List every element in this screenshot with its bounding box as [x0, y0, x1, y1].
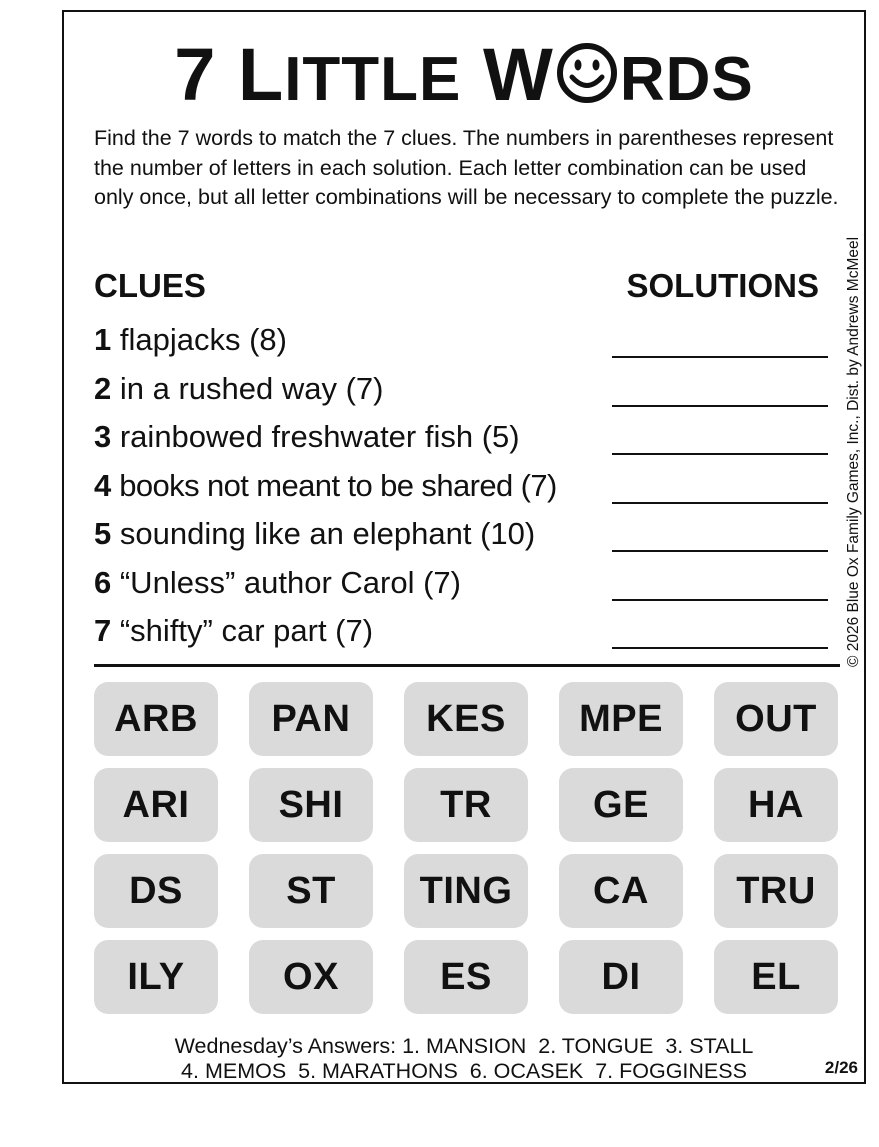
clue-number: 3 — [94, 419, 112, 454]
puzzle-title — [64, 33, 864, 116]
solution-blank[interactable] — [612, 599, 828, 601]
solution-blank[interactable] — [612, 550, 828, 552]
letter-tile[interactable]: DS — [94, 854, 218, 928]
solution-blank[interactable] — [612, 647, 828, 649]
smiley-face-icon — [556, 42, 618, 104]
solution-blank[interactable] — [612, 502, 828, 504]
clue-number: 7 — [94, 613, 112, 648]
letter-tile[interactable]: HA — [714, 768, 838, 842]
letter-tile[interactable]: TR — [404, 768, 528, 842]
title-part-ittle: ITTLE — [284, 45, 462, 114]
clue-text: “Unless” author Carol (7) — [111, 564, 461, 600]
clues-heading: CLUES — [94, 267, 206, 304]
clue-text: rainbowed freshwater fish (5) — [111, 419, 520, 454]
puzzle-frame — [62, 10, 866, 1084]
letter-tile[interactable]: ARB — [94, 682, 218, 756]
letter-tile[interactable]: TRU — [714, 854, 838, 928]
clue-text: in a rushed way (7) — [111, 370, 384, 406]
solutions-heading: SOLUTIONS — [626, 267, 819, 304]
clue-row — [94, 563, 824, 612]
clue-text: flapjacks (8) — [111, 322, 287, 357]
clue-number: 6 — [94, 564, 112, 600]
clue-row — [94, 466, 824, 515]
clue-text: “shifty” car part (7) — [111, 613, 374, 648]
letter-tile[interactable]: ES — [404, 940, 528, 1014]
clue-row — [94, 611, 824, 660]
copyright-credit: © 2026 Blue Ox Family Games, Inc., Dist. by Andrews McMeel — [845, 236, 862, 667]
letter-tile[interactable]: ARI — [94, 768, 218, 842]
clue-row — [94, 369, 824, 418]
letter-tile[interactable]: SHI — [249, 768, 373, 842]
instructions — [94, 124, 842, 213]
letter-tile[interactable]: OX — [249, 940, 373, 1014]
letter-tile[interactable]: ST — [249, 854, 373, 928]
clue-number: 5 — [94, 516, 112, 551]
letter-tile[interactable]: KES — [404, 682, 528, 756]
letter-tile[interactable]: CA — [559, 854, 683, 928]
letter-tile[interactable]: ILY — [94, 940, 218, 1014]
letter-tile[interactable]: DI — [559, 940, 683, 1014]
clue-number: 1 — [94, 322, 112, 357]
clue-list — [94, 320, 824, 660]
solution-blank[interactable] — [612, 405, 828, 407]
clue-row — [94, 417, 824, 466]
letter-tile[interactable]: PAN — [249, 682, 373, 756]
puzzle-date: 2/26 — [824, 1058, 858, 1077]
letter-tile-grid — [94, 682, 840, 1014]
title-part-seven-l: 7 L — [174, 33, 285, 116]
answers-line-1: Wednesday’s Answers: 1. MANSION 2. TONGUE 3. STALL — [174, 1034, 754, 1058]
previous-answers — [64, 1034, 864, 1084]
title-part-w: W — [482, 33, 554, 116]
answers-line-2: 4. MEMOS 5. MARATHONS 6. OCASEK 7. FOGGINESS — [181, 1059, 747, 1083]
letter-tile[interactable]: TING — [404, 854, 528, 928]
clue-number: 2 — [94, 370, 112, 406]
clue-row — [94, 320, 824, 369]
divider-rule — [94, 664, 840, 667]
letter-tile[interactable]: OUT — [714, 682, 838, 756]
solution-blank[interactable] — [612, 453, 828, 455]
clue-text: sounding like an elephant (10) — [111, 516, 536, 551]
letter-tile[interactable]: MPE — [559, 682, 683, 756]
instructions-text: Find the 7 words to match the 7 clues. The numbers in parentheses represent the number of letters in each solution. Each letter combination can be used only once, but all letter combinations will be necessary to complete the puzzle. — [94, 126, 839, 209]
clue-text: books not meant to be shared (7) — [111, 467, 557, 503]
title-part-rds: RDS — [619, 45, 754, 114]
solution-blank[interactable] — [612, 356, 828, 358]
clue-number: 4 — [94, 467, 112, 503]
letter-tile[interactable]: EL — [714, 940, 838, 1014]
clue-row — [94, 514, 824, 563]
letter-tile[interactable]: GE — [559, 768, 683, 842]
